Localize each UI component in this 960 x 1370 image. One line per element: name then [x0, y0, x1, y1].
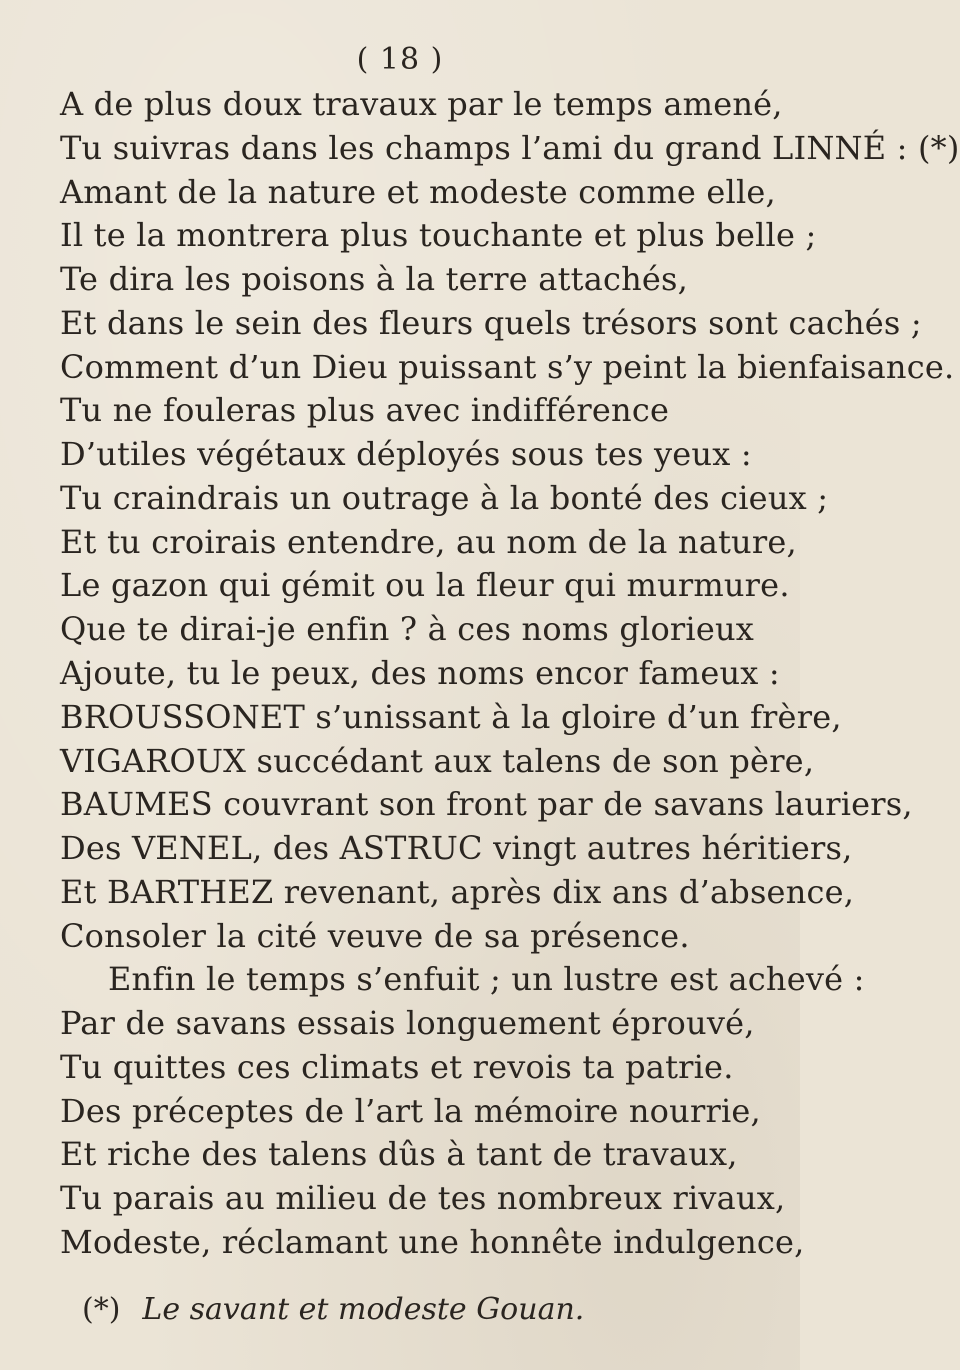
verse-line: A de plus doux travaux par le temps amené,	[60, 85, 783, 123]
verse-line: BROUSSONET s’unissant à la gloire d’un frère,	[60, 698, 842, 736]
verse-line: Des préceptes de l’art la mémoire nourrie,	[60, 1092, 761, 1130]
verse-line: Et tu croirais entendre, au nom de la nature,	[60, 523, 797, 561]
verse-line: Ajoute, tu le peux, des noms encor fameux :	[60, 654, 780, 692]
verse-line: Tu ne fouleras plus avec indifférence	[60, 391, 670, 429]
verse-line: Tu craindrais un outrage à la bonté des cieux ;	[60, 479, 829, 517]
verse-line: D’utiles végétaux déployés sous tes yeux :	[60, 435, 752, 473]
footnote	[82, 1292, 584, 1327]
verse-line: Par de savans essais longuement éprouvé,	[60, 1004, 755, 1042]
verse-line: Tu suivras dans les champs l’ami du grand LINNÉ : (*)	[60, 129, 960, 167]
verse-line: Consoler la cité veuve de sa présence.	[60, 917, 690, 955]
verse-line: BAUMES couvrant son front par de savans lauriers,	[60, 785, 913, 823]
verse-line: Et dans le sein des fleurs quels trésors sont cachés ;	[60, 304, 922, 342]
footnote-text: Le savant et modeste Gouan.	[142, 1292, 585, 1327]
verse-line: VIGAROUX succédant aux talens de son père,	[60, 742, 815, 780]
verse-line: Et BARTHEZ revenant, après dix ans d’absence,	[60, 873, 855, 911]
verse-line: Et riche des talens dûs à tant de travaux,	[60, 1135, 738, 1173]
verse-line: Enfin le temps s’enfuit ; un lustre est achevé :	[108, 960, 865, 998]
verse-line: Amant de la nature et modeste comme elle,	[60, 173, 776, 211]
verse-line: Que te dirai-je enfin ? à ces noms glorieux	[60, 610, 755, 648]
verse-line: Comment d’un Dieu puissant s’y peint la bienfaisance.	[60, 348, 955, 386]
verse-line: Tu parais au milieu de tes nombreux rivaux,	[60, 1179, 786, 1217]
page-number: ( 18 )	[356, 42, 444, 77]
verse-line: Des VENEL, des ASTRUC vingt autres héritiers,	[60, 829, 853, 867]
verse-line: Tu quittes ces climats et revois ta patrie.	[60, 1048, 734, 1086]
footnote-mark: (*)	[82, 1292, 121, 1327]
verse-line: Modeste, réclamant une honnête indulgence,	[60, 1223, 805, 1261]
verse-line: Il te la montrera plus touchante et plus belle ;	[60, 216, 817, 254]
verse-line: Te dira les poisons à la terre attachés,	[60, 260, 689, 298]
verse-line: Le gazon qui gémit ou la fleur qui murmure.	[60, 566, 790, 604]
